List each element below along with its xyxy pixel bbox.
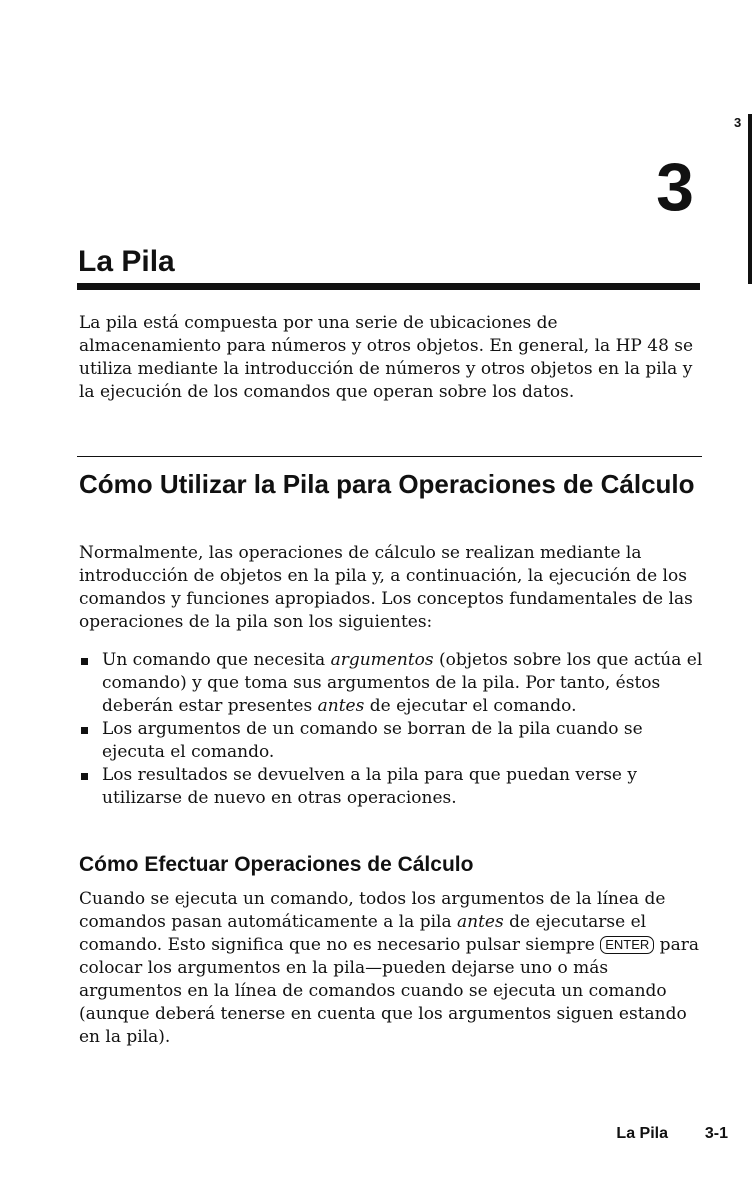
thumb-tab-number: 3 [734, 115, 742, 130]
bullet-icon [81, 727, 88, 734]
bullet-text: (objetos sobre los que actúa el comando) y que toma sus argumentos de la pila. Por tanto, éstos deberán estar presentes [102, 650, 703, 716]
footer-title: La Pila [616, 1125, 668, 1142]
bullet-icon [81, 658, 88, 665]
bullet-list [79, 649, 709, 810]
chapter-title: La Pila [78, 245, 175, 278]
thumb-tab-bar [748, 114, 752, 284]
intro-paragraph: La pila está compuesta por una serie de ubicaciones de almacenamiento para números y otros objetos. En general, la HP 48 se utiliza mediante la introducción de números y otros objetos en la pila y la ejecución de los comandos que operan sobre los datos. [79, 313, 694, 402]
chapter-number: 3 [656, 149, 694, 225]
list-item [79, 718, 709, 764]
emphasis-text: antes [457, 912, 504, 932]
section-heading: Cómo Utilizar la Pila para Operaciones de Cálculo [79, 469, 695, 499]
footer-page-number: 3-1 [704, 1125, 728, 1142]
subsection-paragraph [79, 888, 709, 1049]
bullet-text: Los argumentos de un comando se borran de la pila cuando se ejecuta el comando. [102, 719, 643, 762]
bullet-text: Los resultados se devuelven a la pila para que puedan verse y utilizarse de nuevo en otras operaciones. [102, 765, 637, 808]
chapter-rule [77, 283, 700, 290]
bullet-text: Un comando que necesita [102, 650, 331, 670]
bullet-icon [81, 773, 88, 780]
emphasis-text: argumentos [330, 650, 434, 670]
enter-key-icon: ENTER [600, 936, 654, 954]
subsection-heading: Cómo Efectuar Operaciones de Cálculo [79, 853, 474, 876]
paragraph-text: de ejecutarse el comando. Esto significa que no es necesario pulsar siempre [79, 912, 647, 955]
list-item [79, 649, 709, 718]
bullet-text: de ejecutar el comando. [364, 696, 577, 716]
emphasis-text: antes [317, 696, 365, 716]
paragraph-text: para colocar los argumentos en la pila—pueden dejarse uno o más argumentos en la línea de comandos cuando se ejecuta un comando (aunque deberá tenerse en cuenta que los argumentos siguen estando en la pila). [79, 935, 699, 1047]
section-paragraph: Normalmente, las operaciones de cálculo se realizan mediante la introducción de objetos en la pila y, a continuación, la ejecución de los comandos y funciones apropiados. Los conceptos fundamentales de las operaciones de la pila son los siguientes: [79, 543, 693, 632]
section-rule [77, 456, 702, 457]
paragraph-text: Cuando se ejecuta un comando, todos los argumentos de la línea de comandos pasan automáticamente a la pila [79, 889, 666, 932]
list-item [79, 764, 709, 810]
